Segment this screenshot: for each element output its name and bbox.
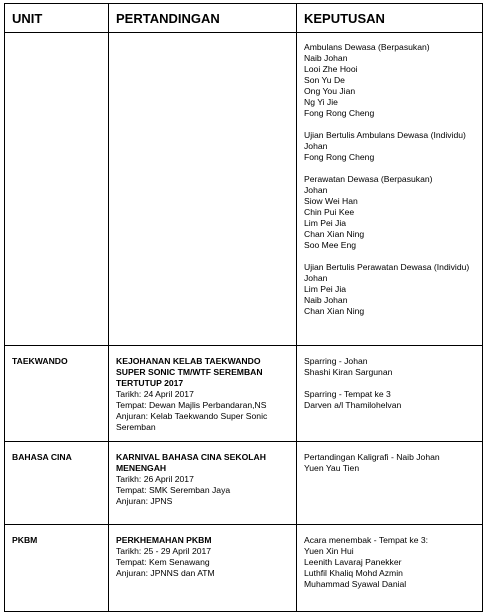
header-pertandingan: PERTANDINGAN <box>109 4 297 33</box>
header-row <box>5 4 483 33</box>
table-row <box>5 442 483 525</box>
result-heading: Ujian Bertulis Ambulans Dewasa (Individu) <box>304 130 466 140</box>
unit-cell: PKBM <box>5 525 109 612</box>
result-cell <box>297 346 483 442</box>
event-title: PERKHEMAHAN PKBM <box>116 535 212 545</box>
result-line: Muhammad Syawal Danial <box>304 579 407 589</box>
table-row <box>5 525 483 612</box>
result-cell <box>297 442 483 525</box>
result-heading: Ambulans Dewasa (Berpasukan) <box>304 42 430 52</box>
result-cell <box>297 525 483 612</box>
result-line: Johan <box>304 141 328 151</box>
result-line: Johan <box>304 273 328 283</box>
result-heading: Sparring - Tempat ke 3 <box>304 389 391 399</box>
result-line: Chin Pui Kee <box>304 207 355 217</box>
event-detail: Tempat: Kem Senawang <box>116 557 210 567</box>
result-line: Naib Johan <box>304 53 348 63</box>
result-line: Siow Wei Han <box>304 196 358 206</box>
result-line: Lim Pei Jia <box>304 218 347 228</box>
result-line: Yuen Yau Tien <box>304 463 360 473</box>
event-detail: Tempat: Dewan Majlis Perbandaran,NS <box>116 400 267 410</box>
event-title: KARNIVAL BAHASA CINA SEKOLAH MENENGAH <box>116 452 266 473</box>
result-line: Yuen Xin Hui <box>304 546 354 556</box>
unit-cell: TAEKWANDO <box>5 346 109 442</box>
results-table <box>4 3 483 612</box>
result-line: Chan Xian Ning <box>304 229 365 239</box>
result-block <box>304 452 475 474</box>
table-row <box>5 33 483 346</box>
result-line: Naib Johan <box>304 295 348 305</box>
event-detail: Tempat: SMK Seremban Jaya <box>116 485 231 495</box>
event-detail: Anjuran: JPNNS dan ATM <box>116 568 215 578</box>
result-heading: Pertandingan Kaligrafi - Naib Johan <box>304 452 440 462</box>
result-heading: Sparring - Johan <box>304 356 368 366</box>
table-body <box>5 33 483 612</box>
result-block <box>304 42 475 119</box>
result-block <box>304 356 475 378</box>
result-line: Darven a/l Thamilohelvan <box>304 400 402 410</box>
result-heading: Perawatan Dewasa (Berpasukan) <box>304 174 433 184</box>
result-block <box>304 262 475 317</box>
result-line: Fong Rong Cheng <box>304 152 375 162</box>
event-detail: Tarikh: 26 April 2017 <box>116 474 194 484</box>
unit-cell <box>5 33 109 346</box>
event-detail: Anjuran: JPNS <box>116 496 173 506</box>
result-line: Looi Zhe Hooi <box>304 64 358 74</box>
result-cell <box>297 33 483 346</box>
result-line: Shashi Kiran Sargunan <box>304 367 393 377</box>
result-line: Leenith Lavaraj Panekker <box>304 557 402 567</box>
table-row <box>5 346 483 442</box>
result-block <box>304 174 475 251</box>
event-cell <box>109 346 297 442</box>
result-heading: Acara menembak - Tempat ke 3: <box>304 535 429 545</box>
result-line: Luthfil Khaliq Mohd Azmin <box>304 568 403 578</box>
unit-cell: BAHASA CINA <box>5 442 109 525</box>
header-keputusan: KEPUTUSAN <box>297 4 483 33</box>
result-block <box>304 535 475 590</box>
header-unit: UNIT <box>5 4 109 33</box>
result-block <box>304 130 475 163</box>
result-line: Lim Pei Jia <box>304 284 347 294</box>
result-line: Ng Yi Jie <box>304 97 338 107</box>
result-line: Fong Rong Cheng <box>304 108 375 118</box>
result-line: Ong You Jian <box>304 86 356 96</box>
event-cell <box>109 442 297 525</box>
result-line: Son Yu De <box>304 75 345 85</box>
result-line: Soo Mee Eng <box>304 240 357 250</box>
event-cell <box>109 525 297 612</box>
event-detail: Tarikh: 24 April 2017 <box>116 389 194 399</box>
event-title: KEJOHANAN KELAB TAEKWANDO SUPER SONIC TM/WTF SEREMBAN TERTUTUP 2017 <box>116 356 263 388</box>
event-detail: Anjuran: Kelab Taekwando Super Sonic Seremban <box>116 411 268 432</box>
result-line: Chan Xian Ning <box>304 306 365 316</box>
event-detail: Tarikh: 25 - 29 April 2017 <box>116 546 212 556</box>
result-heading: Ujian Bertulis Perawatan Dewasa (Individu) <box>304 262 470 272</box>
result-block <box>304 389 475 411</box>
result-line: Johan <box>304 185 328 195</box>
event-cell <box>109 33 297 346</box>
